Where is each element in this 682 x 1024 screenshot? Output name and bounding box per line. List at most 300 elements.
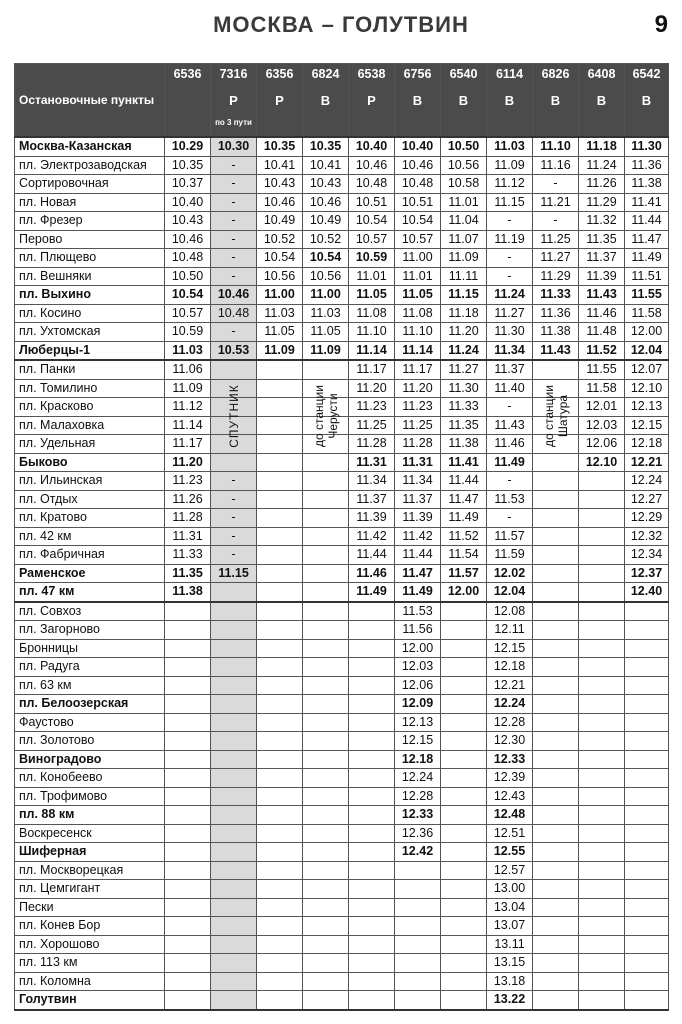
time-cell: 11.57: [441, 564, 487, 583]
time-cell: [579, 564, 625, 583]
time-cell: 11.58: [579, 379, 625, 398]
time-cell: [441, 658, 487, 677]
time-cell: 11.29: [533, 267, 579, 286]
train-number: 6356: [265, 67, 294, 81]
stop-name: пл. Коломна: [15, 972, 165, 991]
table-row: [15, 435, 669, 454]
time-cell: 10.59: [349, 249, 395, 268]
time-cell: 11.20: [441, 323, 487, 342]
time-cell: 12.27: [625, 490, 669, 509]
time-cell: [257, 416, 303, 435]
time-cell: [349, 991, 395, 1010]
time-cell: [303, 676, 349, 695]
time-cell: 11.23: [165, 472, 211, 491]
time-cell: 11.40: [487, 379, 533, 398]
time-cell: [579, 490, 625, 509]
time-cell: [625, 935, 669, 954]
table-row: [15, 193, 669, 212]
time-cell: [579, 935, 625, 954]
time-cell: [625, 695, 669, 714]
stop-name: пл. Радуга: [15, 658, 165, 677]
train-column-header: [303, 64, 349, 138]
time-cell: 10.48: [211, 304, 257, 323]
time-cell: -: [487, 249, 533, 268]
time-cell: [579, 972, 625, 991]
time-cell: [533, 861, 579, 880]
time-cell: [349, 861, 395, 880]
train-column-header: [211, 64, 257, 138]
time-cell: 10.54: [257, 249, 303, 268]
time-cell: 11.05: [395, 286, 441, 305]
time-cell: [533, 787, 579, 806]
stop-name: пл. Загорново: [15, 621, 165, 640]
stop-name: пл. 42 км: [15, 527, 165, 546]
time-cell: 11.26: [165, 490, 211, 509]
time-cell: 12.33: [487, 750, 533, 769]
stop-name: Виноградово: [15, 750, 165, 769]
time-cell: 10.48: [165, 249, 211, 268]
time-cell: 11.23: [349, 398, 395, 417]
time-cell: 11.38: [533, 323, 579, 342]
time-cell: [349, 695, 395, 714]
time-cell: 10.30: [211, 137, 257, 156]
time-cell: [349, 639, 395, 658]
time-cell: 11.37: [349, 490, 395, 509]
time-cell: 11.37: [579, 249, 625, 268]
time-cell: 11.08: [395, 304, 441, 323]
time-cell: -: [211, 212, 257, 231]
time-cell: 10.43: [257, 175, 303, 194]
time-cell: [349, 750, 395, 769]
time-cell: [441, 843, 487, 862]
time-cell: 11.35: [165, 564, 211, 583]
time-cell: 10.54: [349, 212, 395, 231]
stop-name: пл. Вешняки: [15, 267, 165, 286]
time-cell: 11.30: [625, 137, 669, 156]
stop-name: Бронницы: [15, 639, 165, 658]
table-row: [15, 212, 669, 231]
time-cell: 11.11: [441, 267, 487, 286]
stop-name: пл. Кратово: [15, 509, 165, 528]
stop-name: пл. Плющево: [15, 249, 165, 268]
time-cell: [441, 621, 487, 640]
time-cell: [303, 843, 349, 862]
time-cell: 11.07: [441, 230, 487, 249]
time-cell: 11.34: [349, 472, 395, 491]
time-cell: [303, 898, 349, 917]
time-cell: 11.46: [487, 435, 533, 454]
time-cell: [579, 843, 625, 862]
time-cell: [211, 769, 257, 788]
time-cell: 11.06: [165, 360, 211, 379]
time-cell: 10.40: [395, 137, 441, 156]
time-cell: 11.59: [487, 546, 533, 565]
time-cell: [579, 546, 625, 565]
time-cell: [211, 676, 257, 695]
time-cell: 11.17: [165, 435, 211, 454]
time-cell: 13.00: [487, 880, 533, 899]
time-cell: [211, 917, 257, 936]
time-cell: [579, 602, 625, 621]
table-row: [15, 732, 669, 751]
time-cell: [257, 639, 303, 658]
time-cell: 12.55: [487, 843, 533, 862]
time-cell: 11.10: [349, 323, 395, 342]
time-cell: [257, 472, 303, 491]
time-cell: [257, 824, 303, 843]
table-row: [15, 286, 669, 305]
time-cell: 10.35: [165, 156, 211, 175]
time-cell: [625, 676, 669, 695]
time-cell: 10.50: [165, 267, 211, 286]
time-cell: 11.49: [395, 583, 441, 602]
time-cell: 10.56: [303, 267, 349, 286]
stop-name: пл. Отдых: [15, 490, 165, 509]
stops-column-header: Остановочные пункты: [15, 64, 165, 138]
time-cell: [257, 954, 303, 973]
time-cell: [625, 639, 669, 658]
time-cell: 10.35: [303, 137, 349, 156]
time-cell: [533, 509, 579, 528]
time-cell: [395, 935, 441, 954]
time-cell: 13.22: [487, 991, 533, 1010]
time-cell: 10.48: [349, 175, 395, 194]
time-cell: [533, 472, 579, 491]
time-cell: 12.04: [625, 341, 669, 360]
time-cell: 11.24: [441, 341, 487, 360]
time-cell: 11.30: [487, 323, 533, 342]
time-cell: -: [211, 509, 257, 528]
time-cell: 10.40: [349, 137, 395, 156]
table-row: [15, 398, 669, 417]
time-cell: 11.28: [165, 509, 211, 528]
time-cell: 11.38: [625, 175, 669, 194]
time-cell: [533, 527, 579, 546]
stop-name: пл. Конобеево: [15, 769, 165, 788]
time-cell: [533, 676, 579, 695]
time-cell: [625, 787, 669, 806]
time-cell: 12.10: [579, 453, 625, 472]
time-cell: 10.59: [165, 323, 211, 342]
time-cell: [533, 732, 579, 751]
time-cell: 12.15: [395, 732, 441, 751]
time-cell: [165, 676, 211, 695]
time-cell: [349, 824, 395, 843]
time-cell: 11.55: [579, 360, 625, 379]
time-cell: 11.17: [395, 360, 441, 379]
time-cell: 11.03: [303, 304, 349, 323]
time-cell: [303, 991, 349, 1010]
time-cell: [165, 787, 211, 806]
table-row: [15, 621, 669, 640]
time-cell: [257, 695, 303, 714]
time-cell: 11.03: [165, 341, 211, 360]
time-cell: [257, 658, 303, 677]
stop-name: пл. Цемгигант: [15, 880, 165, 899]
time-cell: 11.38: [165, 583, 211, 602]
time-cell: [211, 861, 257, 880]
time-cell: 10.40: [165, 193, 211, 212]
train-column-header: [395, 64, 441, 138]
time-cell: [303, 787, 349, 806]
time-cell: 11.05: [303, 323, 349, 342]
time-cell: [349, 917, 395, 936]
time-cell: 10.56: [441, 156, 487, 175]
table-row: [15, 230, 669, 249]
time-cell: [533, 991, 579, 1010]
train-days: Р: [275, 93, 284, 108]
stop-name: пл. Красково: [15, 398, 165, 417]
time-cell: 11.03: [487, 137, 533, 156]
time-cell: 11.44: [441, 472, 487, 491]
time-cell: 11.00: [395, 249, 441, 268]
time-cell: [257, 509, 303, 528]
page-number: 9: [654, 11, 668, 38]
time-cell: 10.43: [165, 212, 211, 231]
time-cell: [533, 935, 579, 954]
time-cell: 11.37: [395, 490, 441, 509]
time-cell: [165, 621, 211, 640]
time-cell: [625, 898, 669, 917]
timetable-header-row: [15, 64, 669, 138]
time-cell: 11.44: [349, 546, 395, 565]
time-cell: [349, 806, 395, 825]
time-cell: [441, 880, 487, 899]
stop-name: пл. Томилино: [15, 379, 165, 398]
time-cell: [625, 843, 669, 862]
table-row: [15, 175, 669, 194]
stop-name: пл. Трофимово: [15, 787, 165, 806]
time-cell: [165, 769, 211, 788]
time-cell: [441, 935, 487, 954]
time-cell: [349, 972, 395, 991]
time-cell: 10.46: [395, 156, 441, 175]
time-cell: 12.21: [487, 676, 533, 695]
stop-name: пл. Фрезер: [15, 212, 165, 231]
time-cell: 12.00: [441, 583, 487, 602]
time-cell: [625, 880, 669, 899]
time-cell: 11.55: [625, 286, 669, 305]
timetable-body: [15, 137, 669, 1010]
time-cell: [303, 824, 349, 843]
time-cell: 11.46: [349, 564, 395, 583]
stop-name: пл. Панки: [15, 360, 165, 379]
time-cell: [211, 713, 257, 732]
time-cell: [165, 658, 211, 677]
time-cell: [579, 824, 625, 843]
time-cell: [303, 935, 349, 954]
time-cell: [257, 398, 303, 417]
time-cell: 11.28: [349, 435, 395, 454]
time-cell: [579, 472, 625, 491]
table-row: [15, 156, 669, 175]
time-cell: 12.33: [395, 806, 441, 825]
time-cell: [579, 527, 625, 546]
time-cell: [533, 843, 579, 862]
time-cell: [211, 732, 257, 751]
time-cell: 12.42: [395, 843, 441, 862]
time-cell: 12.24: [487, 695, 533, 714]
time-cell: [349, 935, 395, 954]
time-cell: 11.42: [349, 527, 395, 546]
time-cell: -: [211, 249, 257, 268]
time-cell: 11.47: [395, 564, 441, 583]
time-cell: [395, 991, 441, 1010]
table-row: [15, 527, 669, 546]
time-cell: 12.24: [395, 769, 441, 788]
table-row: [15, 935, 669, 954]
time-cell: 11.12: [487, 175, 533, 194]
table-row: [15, 750, 669, 769]
time-cell: [165, 861, 211, 880]
time-cell: [533, 695, 579, 714]
time-cell: 11.48: [579, 323, 625, 342]
time-cell: -: [487, 212, 533, 231]
time-cell: [625, 713, 669, 732]
time-cell: -: [487, 267, 533, 286]
time-cell: 10.56: [257, 267, 303, 286]
time-cell: [441, 787, 487, 806]
time-cell: -: [211, 472, 257, 491]
time-cell: [441, 750, 487, 769]
table-row: [15, 787, 669, 806]
train-note: по 3 пути: [215, 117, 252, 127]
time-cell: 11.09: [441, 249, 487, 268]
time-cell: [441, 898, 487, 917]
time-cell: [165, 750, 211, 769]
train-days: В: [320, 93, 331, 108]
time-cell: 10.29: [165, 137, 211, 156]
time-cell: [625, 769, 669, 788]
time-cell: -: [487, 509, 533, 528]
stop-name: пл. Конев Бор: [15, 917, 165, 936]
time-cell: 11.01: [395, 267, 441, 286]
time-cell: [579, 954, 625, 973]
table-row: [15, 453, 669, 472]
time-cell: 12.00: [395, 639, 441, 658]
train-days: В: [641, 93, 652, 108]
time-cell: 13.18: [487, 972, 533, 991]
table-row: [15, 509, 669, 528]
time-cell: 11.01: [349, 267, 395, 286]
time-cell: 11.09: [165, 379, 211, 398]
time-cell: [349, 954, 395, 973]
time-cell: 11.47: [625, 230, 669, 249]
time-cell: 12.48: [487, 806, 533, 825]
table-row: [15, 861, 669, 880]
time-cell: [257, 991, 303, 1010]
table-row: [15, 323, 669, 342]
table-row: [15, 658, 669, 677]
time-cell: [165, 639, 211, 658]
time-cell: 11.49: [487, 453, 533, 472]
time-cell: [257, 806, 303, 825]
time-cell: 11.33: [441, 398, 487, 417]
time-cell: -: [487, 472, 533, 491]
time-cell: 10.52: [257, 230, 303, 249]
time-cell: 11.03: [257, 304, 303, 323]
time-cell: 10.54: [165, 286, 211, 305]
time-cell: [303, 602, 349, 621]
table-row: [15, 546, 669, 565]
table-row: [15, 898, 669, 917]
stop-name: пл. Совхоз: [15, 602, 165, 621]
time-cell: 12.08: [487, 602, 533, 621]
time-cell: 11.05: [257, 323, 303, 342]
time-cell: [165, 602, 211, 621]
table-row: [15, 676, 669, 695]
table-row: [15, 249, 669, 268]
time-cell: 11.49: [349, 583, 395, 602]
time-cell: 11.29: [579, 193, 625, 212]
time-cell: 12.04: [487, 583, 533, 602]
time-cell: 12.07: [625, 360, 669, 379]
time-cell: [441, 972, 487, 991]
time-cell: 11.58: [625, 304, 669, 323]
time-cell: 11.39: [349, 509, 395, 528]
time-cell: [395, 861, 441, 880]
time-cell: [579, 658, 625, 677]
train-number: 6824: [311, 67, 340, 81]
time-cell: 11.18: [579, 137, 625, 156]
time-cell: [441, 602, 487, 621]
time-cell: 11.17: [349, 360, 395, 379]
time-cell: [579, 806, 625, 825]
time-cell: 11.49: [441, 509, 487, 528]
time-cell: [303, 658, 349, 677]
time-cell: 12.18: [395, 750, 441, 769]
time-cell: [441, 824, 487, 843]
table-row: [15, 490, 669, 509]
time-cell: 10.43: [303, 175, 349, 194]
time-cell: [211, 898, 257, 917]
time-cell: 13.04: [487, 898, 533, 917]
time-cell: [533, 898, 579, 917]
time-cell: [533, 583, 579, 602]
table-row: [15, 564, 669, 583]
time-cell: [625, 824, 669, 843]
time-cell: 12.02: [487, 564, 533, 583]
time-cell: [579, 509, 625, 528]
time-cell: 10.57: [395, 230, 441, 249]
time-cell: 11.31: [395, 453, 441, 472]
time-cell: [441, 769, 487, 788]
time-cell: 13.15: [487, 954, 533, 973]
time-cell: 12.39: [487, 769, 533, 788]
stop-name: пл. 63 км: [15, 676, 165, 695]
time-cell: [303, 583, 349, 602]
time-cell: 12.24: [625, 472, 669, 491]
train-number: 6114: [495, 67, 524, 81]
stop-name: Сортировочная: [15, 175, 165, 194]
time-cell: 11.26: [579, 175, 625, 194]
time-cell: 10.35: [257, 137, 303, 156]
time-cell: 11.14: [349, 341, 395, 360]
time-cell: [349, 898, 395, 917]
time-cell: [211, 806, 257, 825]
time-cell: 10.49: [303, 212, 349, 231]
time-cell: [579, 695, 625, 714]
time-cell: [441, 917, 487, 936]
time-cell: [257, 676, 303, 695]
time-cell: [579, 676, 625, 695]
table-row: [15, 341, 669, 360]
table-row: [15, 695, 669, 714]
time-cell: 11.20: [349, 379, 395, 398]
train-days: В: [412, 93, 423, 108]
time-cell: [303, 621, 349, 640]
time-cell: [349, 602, 395, 621]
